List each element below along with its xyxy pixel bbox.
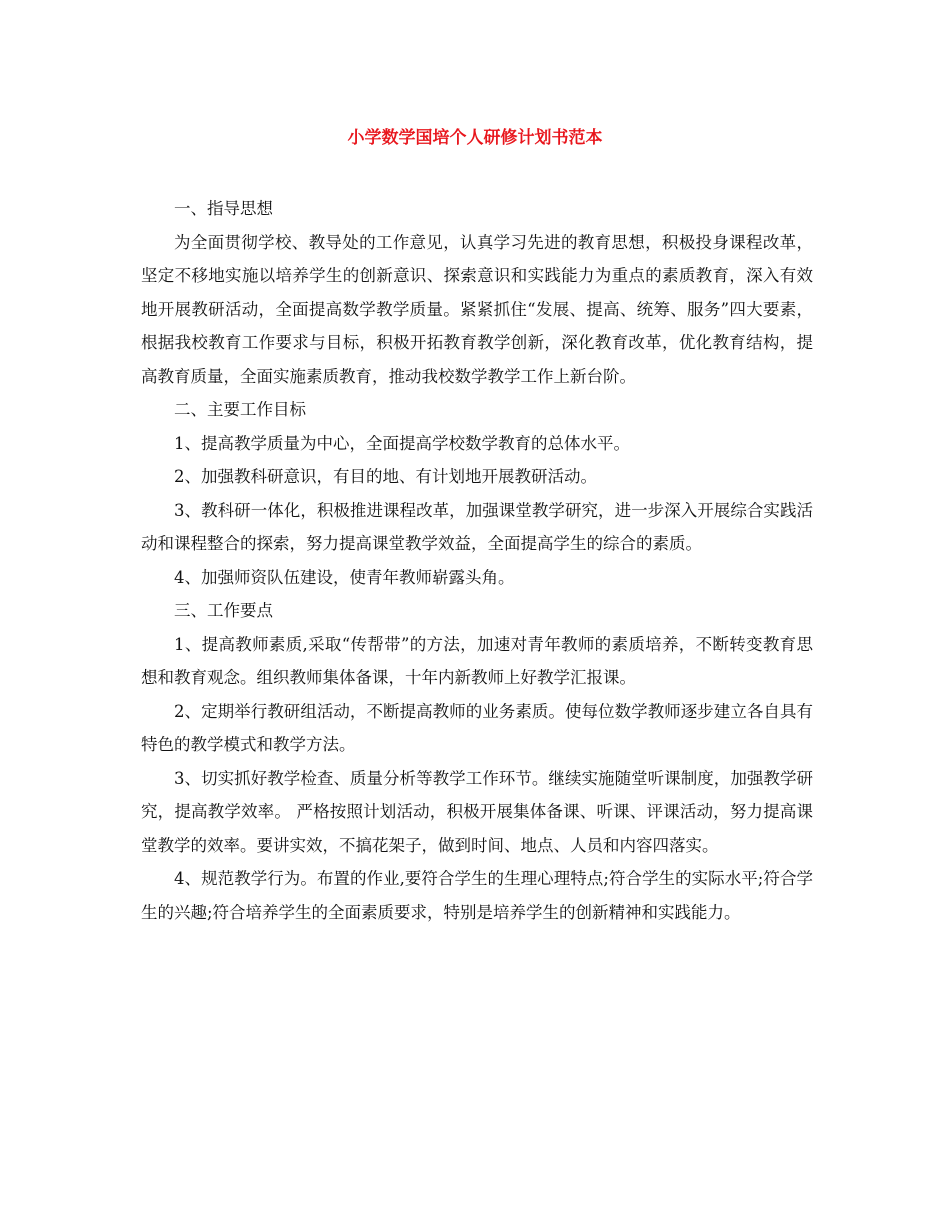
paragraph: 为全面贯彻学校、教导处的工作意见，认真学习先进的教育思想，积极投身课程改革，坚定不移地实施以培养学生的创新意识、探索意识和实践能力为重点的素质教育，深入有效地开展教研活动，全面提高数学教学质量。紧紧抓住“发展、提高、统筹、服务”四大要素，根据我校教育工作要求与目标，积极开拓教育教学创新，深化教育改革，优化教育结构，提高教育质量，全面实施素质教育，推动我校数学教学工作上新台阶。: [141, 232, 813, 386]
section-heading: 一、指导思想: [174, 199, 273, 218]
document-title: 小学数学国培个人研修计划书范本: [347, 128, 603, 148]
paragraph: 3、切实抓好教学检查、质量分析等教学工作环节。继续实施随堂听课制度，加强教学研究，提高教学效率。 严格按照计划活动，积极开展集体备课、听课、评课活动，努力提高课堂教学的效率。要讲实效，不搞花架子，做到时间、地点、人员和内容四落实。: [141, 768, 813, 855]
document-body: [141, 192, 813, 929]
paragraph: 2、加强教科研意识，有目的地、有计划地开展教研活动。: [174, 467, 597, 486]
paragraph: 4、加强师资队伍建设，使青年教师崭露头角。: [174, 567, 515, 587]
paragraph: 3、教科研一体化，积极推进课程改革，加强课堂教学研究，进一步深入开展综合实践活动和课程整合的探索，努力提高课堂教学效益，全面提高学生的综合的素质。: [141, 500, 813, 553]
paragraph: 1、提高教师素质,采取“传帮带”的方法，加速对青年教师的素质培养，不断转变教育思想和教育观念。组织教师集体备课，十年内新教师上好教学汇报课。: [141, 634, 813, 687]
section-heading: 三、工作要点: [174, 601, 273, 620]
paragraph: 2、定期举行教研组活动，不断提高教师的业务素质。使每位数学教师逐步建立各自具有特色的教学模式和教学方法。: [141, 701, 813, 754]
section-heading: 二、主要工作目标: [174, 400, 306, 419]
paragraph: 1、提高教学质量为中心，全面提高学校数学教育的总体水平。: [174, 433, 630, 453]
paragraph: 4、规范教学行为。布置的作业,要符合学生的生理心理特点;符合学生的实际水平;符合学生的兴趣;符合培养学生的全面素质要求，特别是培养学生的创新精神和实践能力。: [141, 869, 813, 922]
